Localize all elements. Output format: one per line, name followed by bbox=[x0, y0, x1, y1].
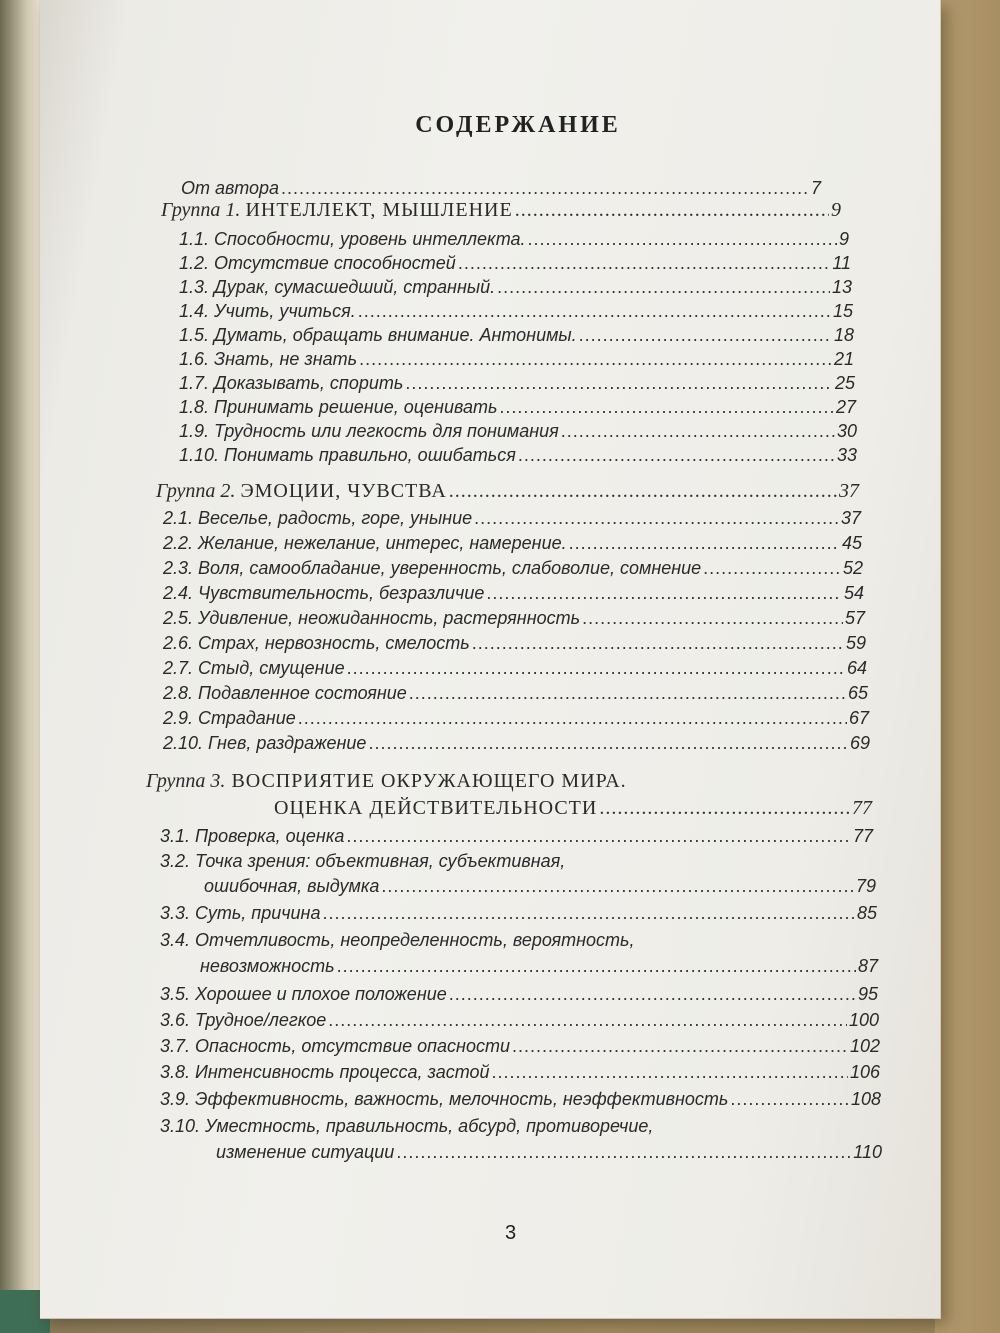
toc-entry: 1.9. Трудность или легкость для понимания ..... 30 bbox=[179, 421, 857, 442]
toc-entry: 2.6. Страх, нервозность, смелость ..... 59 bbox=[163, 633, 866, 654]
toc-entry-author bbox=[181, 178, 821, 199]
toc-entry: 1.6. Знать, не знать ..... 21 bbox=[179, 349, 854, 370]
toc-entry: 1.8. Принимать решение, оценивать ..... 27 bbox=[179, 397, 856, 418]
group-prefix: Группа 3. bbox=[146, 770, 226, 792]
toc-entry: 2.2. Желание, нежелание, интерес, намерение. ..... 45 bbox=[163, 533, 862, 554]
toc-entry: 3.8. Интенсивность процесса, застой ..... 106 bbox=[160, 1062, 880, 1083]
toc-entry: 1.4. Учить, учиться. ..... 15 bbox=[179, 301, 853, 322]
toc-group-2 bbox=[156, 480, 859, 503]
toc-entry-page: 7 bbox=[810, 178, 821, 198]
toc-entry: 1.10. Понимать правильно, ошибаться ..... 33 bbox=[179, 445, 857, 466]
toc-entry: 1.7. Доказывать, спорить ..... 25 bbox=[179, 373, 855, 394]
toc-entry: 2.4. Чувствительность, безразличие ..... 54 bbox=[163, 583, 864, 604]
toc-entry: 3.3. Суть, причина ..... 85 bbox=[160, 903, 877, 924]
toc-entry: 1.1. Способности, уровень интеллекта. ..... 9 bbox=[179, 229, 849, 250]
leader-dots bbox=[281, 178, 809, 199]
toc-entry-line2: невозможность ..... 87 bbox=[200, 956, 878, 977]
page-title: СОДЕРЖАНИЕ bbox=[415, 112, 621, 138]
leader-dots bbox=[515, 199, 829, 222]
toc-entry-line2: изменение ситуации ..... 110 bbox=[216, 1142, 882, 1163]
toc-entry: 3.6. Трудное/легкое ..... 100 bbox=[160, 1010, 879, 1031]
toc-entry: 2.1. Веселье, радость, горе, уныние ..... 37 bbox=[163, 508, 861, 529]
toc-entry-line1: 3.4. Отчетливость, неопределенность, вероятность, bbox=[160, 930, 635, 950]
toc-entry: 3.5. Хорошее и плохое положение ..... 95 bbox=[160, 984, 878, 1005]
toc-entry-line1: 3.2. Точка зрения: объективная, субъективная, bbox=[160, 851, 566, 871]
toc-entry-line2: ошибочная, выдумка ..... 79 bbox=[204, 876, 876, 897]
group-name-line2: ОЦЕНКА ДЕЙСТВИТЕЛЬНОСТИ bbox=[274, 797, 598, 819]
toc-entry: 2.10. Гнев, раздражение ..... 69 bbox=[163, 733, 870, 754]
toc-entry: 2.3. Воля, самообладание, уверенность, слабоволие, сомнение ..... 52 bbox=[163, 558, 863, 579]
group-prefix: Группа 2. bbox=[156, 480, 236, 502]
toc-group-3-line2 bbox=[274, 797, 872, 820]
group-page: 9 bbox=[831, 199, 841, 221]
leader-dots bbox=[449, 480, 837, 503]
toc-entry: 2.8. Подавленное состояние ..... 65 bbox=[163, 683, 868, 704]
toc-entry: 3.7. Опасность, отсутствие опасности ..... 102 bbox=[160, 1036, 880, 1057]
toc-entry: 2.5. Удивление, неожиданность, растерянность ..... 57 bbox=[163, 608, 865, 629]
toc-entry: 2.9. Страдание ..... 67 bbox=[163, 708, 869, 729]
toc-entry: 1.5. Думать, обращать внимание. Антонимы. ..... 18 bbox=[179, 325, 854, 346]
toc-entry: 2.7. Стыд, смущение ..... 64 bbox=[163, 658, 867, 679]
toc-entry-label: От автора bbox=[181, 178, 280, 198]
toc-entry: 1.3. Дурак, сумасшедший, странный. ..... 13 bbox=[179, 277, 852, 298]
toc-entry: 3.1. Проверка, оценка ..... 77 bbox=[160, 826, 873, 847]
group-page: 77 bbox=[852, 797, 872, 819]
group-name: ИНТЕЛЛЕКТ, МЫШЛЕНИЕ bbox=[245, 199, 513, 221]
toc-entry-line1: 3.10. Уместность, правильность, абсурд, противоречие, bbox=[160, 1116, 654, 1136]
toc-group-1 bbox=[161, 199, 841, 222]
toc-group-3-line1 bbox=[146, 770, 627, 793]
page-number: 3 bbox=[505, 1222, 517, 1244]
toc-entry: 3.9. Эффективность, важность, мелочность, неэффективность ..... 108 bbox=[160, 1089, 881, 1110]
group-page: 37 bbox=[839, 480, 859, 502]
group-prefix: Группа 1. bbox=[161, 199, 241, 221]
group-name: ЭМОЦИИ, ЧУВСТВА bbox=[240, 480, 447, 502]
group-name: ВОСПРИЯТИЕ ОКРУЖАЮЩЕГО МИРА. bbox=[231, 770, 627, 792]
leader-dots bbox=[599, 797, 850, 820]
table-edge bbox=[935, 0, 1000, 1333]
toc-entry: 1.2. Отсутствие способностей ..... 11 bbox=[179, 253, 851, 274]
